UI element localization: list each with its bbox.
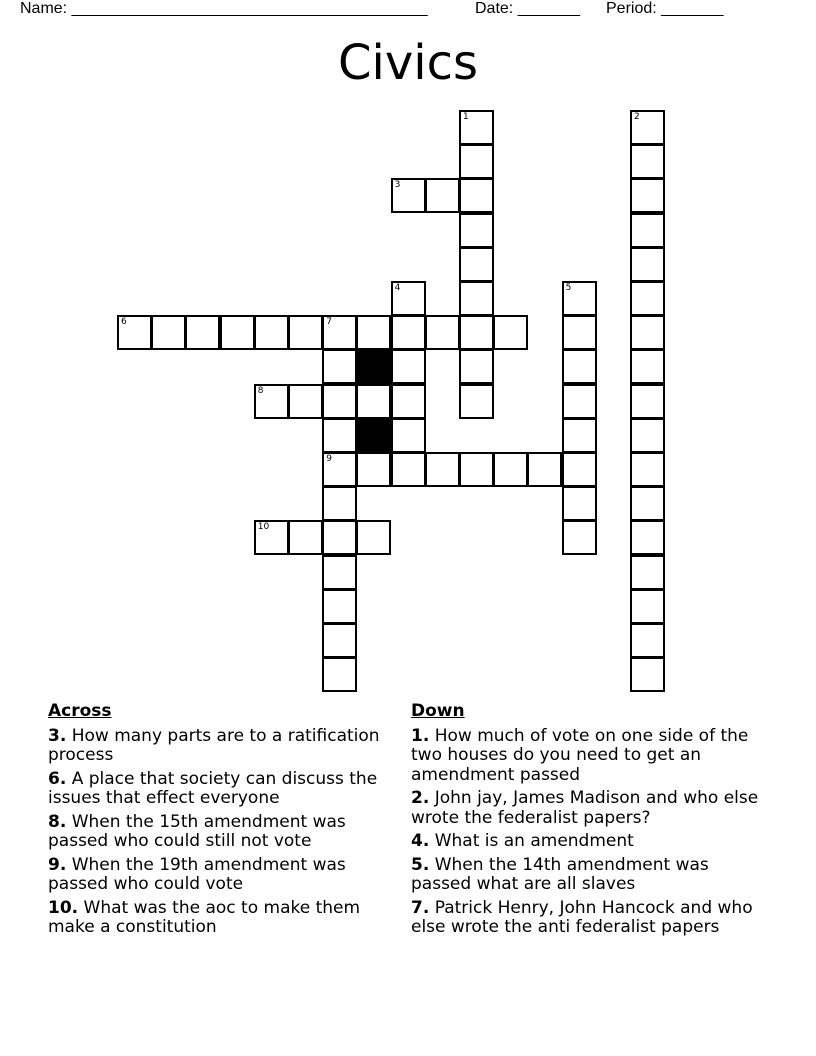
cell-number: 4 — [394, 283, 401, 293]
grid-cell[interactable] — [356, 452, 391, 487]
grid-cell[interactable] — [391, 452, 426, 487]
across-clue — [48, 813, 388, 852]
grid-cell[interactable] — [459, 281, 494, 316]
grid-cell[interactable] — [288, 520, 323, 555]
across-clues — [48, 702, 388, 942]
grid-cell[interactable] — [322, 589, 357, 624]
grid-cell[interactable] — [322, 486, 357, 521]
grid-cell[interactable] — [322, 315, 357, 350]
grid-cell[interactable] — [630, 384, 665, 419]
grid-cell[interactable] — [254, 384, 289, 419]
name-field-label: Name: ________________________________________ — [20, 0, 428, 17]
blocked-cell — [356, 349, 391, 384]
grid-cell[interactable] — [562, 452, 597, 487]
grid-cell[interactable] — [630, 213, 665, 248]
grid-cell[interactable] — [391, 281, 426, 316]
clue-number: 4. — [411, 831, 430, 851]
grid-cell[interactable] — [630, 281, 665, 316]
clue-number: 10. — [48, 897, 79, 918]
across-heading: Across — [48, 701, 112, 721]
grid-cell[interactable] — [425, 452, 460, 487]
grid-cell[interactable] — [562, 315, 597, 350]
grid-cell[interactable] — [527, 452, 562, 487]
clue-number: 8. — [48, 811, 67, 832]
grid-cell[interactable] — [630, 418, 665, 453]
grid-cell[interactable] — [322, 555, 357, 590]
clue-number: 1. — [411, 725, 430, 746]
grid-cell[interactable] — [630, 178, 665, 213]
grid-cell[interactable] — [151, 315, 186, 350]
blocked-cell — [356, 418, 391, 453]
cell-number: 3 — [394, 180, 401, 191]
grid-cell[interactable] — [254, 315, 289, 350]
grid-cell[interactable] — [459, 110, 494, 145]
down-clue — [411, 789, 761, 828]
grid-cell[interactable] — [459, 178, 494, 213]
cell-number: 5 — [565, 283, 572, 293]
down-clue — [411, 899, 761, 938]
clue-text: A place that society can discuss the issues that effect everyone — [48, 768, 378, 808]
across-clue — [48, 899, 388, 938]
grid-cell[interactable] — [322, 452, 357, 487]
grid-cell[interactable] — [459, 349, 494, 384]
across-clue — [48, 770, 388, 809]
grid-cell[interactable] — [459, 144, 494, 179]
grid-cell[interactable] — [630, 452, 665, 487]
down-clue — [411, 856, 761, 895]
grid-cell[interactable] — [562, 520, 597, 555]
grid-cell[interactable] — [630, 623, 665, 658]
grid-cell[interactable] — [322, 384, 357, 419]
grid-cell[interactable] — [459, 384, 494, 419]
clue-text: What is an amendment — [429, 831, 634, 851]
cell-number: 2 — [634, 112, 640, 122]
down-heading: Down — [411, 701, 465, 721]
cell-number: 6 — [121, 317, 127, 328]
cell-number: 1 — [463, 112, 469, 122]
clue-text: How much of vote on one side of the two houses do you need to get an amendment passed — [411, 725, 749, 785]
clue-number: 5. — [411, 854, 430, 875]
across-clue — [48, 727, 388, 766]
grid-cell[interactable] — [391, 349, 426, 384]
grid-cell[interactable] — [459, 213, 494, 248]
grid-cell[interactable] — [220, 315, 255, 350]
clue-text: When the 14th amendment was passed what are all slaves — [411, 854, 709, 894]
grid-cell[interactable] — [630, 657, 665, 692]
grid-cell[interactable] — [630, 589, 665, 624]
grid-cell[interactable] — [391, 418, 426, 453]
cell-number: 8 — [257, 385, 264, 396]
grid-cell[interactable] — [322, 657, 357, 692]
cell-number: 10 — [257, 522, 270, 533]
period-field-label: Period: _______ — [606, 0, 724, 17]
grid-cell[interactable] — [562, 349, 597, 384]
grid-cell[interactable] — [493, 315, 528, 350]
clue-text: When the 15th amendment was passed who could still not vote — [48, 811, 346, 851]
grid-cell[interactable] — [356, 315, 391, 350]
grid-cell[interactable] — [562, 281, 597, 316]
grid-cell[interactable] — [391, 384, 426, 419]
clue-text: John jay, James Madison and who else wrote the federalist papers? — [411, 788, 759, 828]
grid-cell[interactable] — [391, 315, 426, 350]
clue-number: 6. — [48, 768, 67, 789]
grid-cell[interactable] — [322, 349, 357, 384]
grid-cell[interactable] — [288, 384, 323, 419]
grid-cell[interactable] — [356, 520, 391, 555]
grid-cell[interactable] — [117, 315, 152, 350]
clue-number: 2. — [411, 788, 430, 808]
grid-cell[interactable] — [288, 315, 323, 350]
grid-cell[interactable] — [630, 520, 665, 555]
grid-cell[interactable] — [254, 520, 289, 555]
clue-text: When the 19th amendment was passed who could vote — [48, 854, 346, 894]
clue-text: What was the aoc to make them make a constitution — [48, 897, 361, 937]
grid-cell[interactable] — [322, 520, 357, 555]
grid-cell[interactable] — [459, 247, 494, 282]
clue-text: Patrick Henry, John Hancock and who else wrote the anti federalist papers — [411, 897, 753, 937]
down-clues — [411, 702, 761, 942]
puzzle-title: Civics — [338, 35, 478, 91]
cell-number: 7 — [326, 317, 332, 328]
across-clue — [48, 856, 388, 895]
grid-cell[interactable] — [630, 486, 665, 521]
clue-number: 9. — [48, 854, 67, 875]
down-clue — [411, 727, 761, 786]
grid-cell[interactable] — [185, 315, 220, 350]
grid-cell[interactable] — [630, 315, 665, 350]
grid-cell[interactable] — [630, 247, 665, 282]
grid-cell[interactable] — [322, 418, 357, 453]
cell-number: 9 — [326, 454, 332, 464]
grid-cell[interactable] — [391, 178, 426, 213]
grid-cell[interactable] — [425, 315, 460, 350]
grid-cell[interactable] — [562, 486, 597, 521]
clue-text: How many parts are to a ratification process — [48, 725, 380, 765]
grid-cell[interactable] — [493, 452, 528, 487]
grid-cell[interactable] — [459, 452, 494, 487]
grid-cell[interactable] — [459, 315, 494, 350]
grid-cell[interactable] — [356, 384, 391, 419]
grid-cell[interactable] — [322, 623, 357, 658]
date-field-label: Date: _______ — [475, 0, 580, 17]
grid-cell[interactable] — [630, 110, 665, 145]
grid-cell[interactable] — [562, 384, 597, 419]
grid-cell[interactable] — [562, 418, 597, 453]
clue-number: 7. — [411, 897, 430, 918]
grid-cell[interactable] — [425, 178, 460, 213]
down-clue — [411, 832, 761, 852]
clue-number: 3. — [48, 725, 67, 746]
grid-cell[interactable] — [630, 349, 665, 384]
grid-cell[interactable] — [630, 555, 665, 590]
grid-cell[interactable] — [630, 144, 665, 179]
